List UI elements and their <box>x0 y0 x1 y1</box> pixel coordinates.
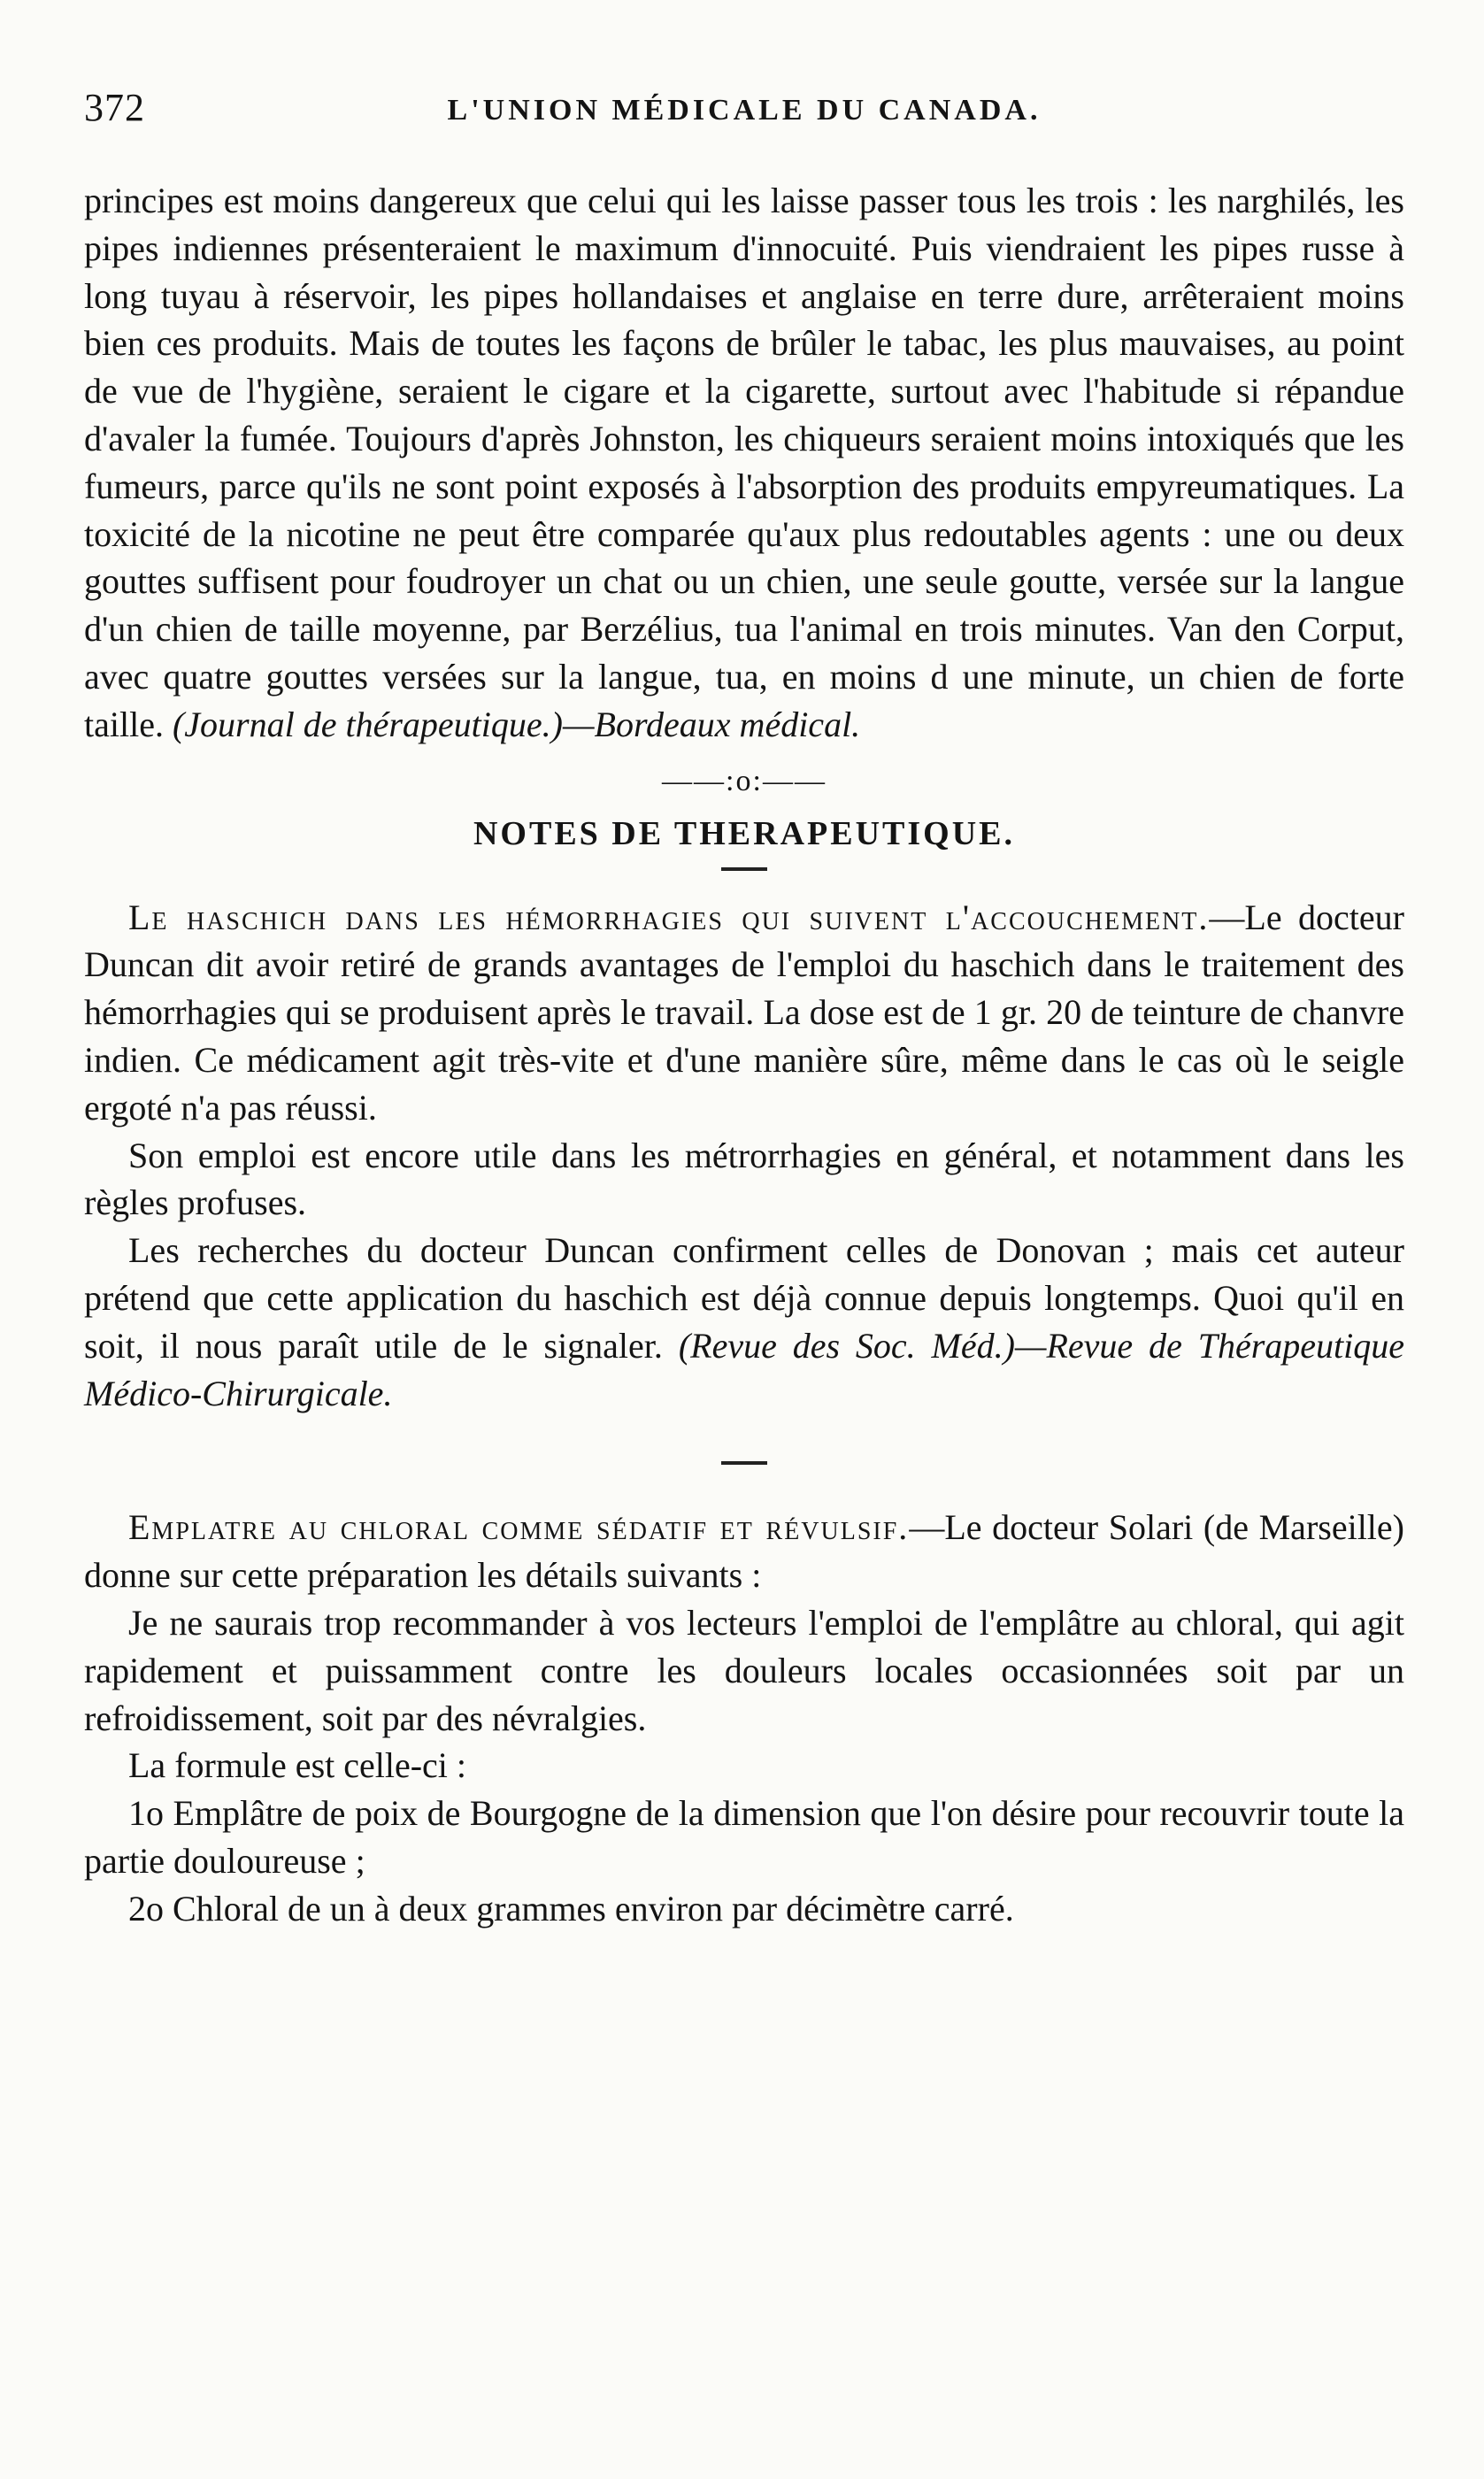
haschich-paragraph-3 <box>84 1227 1404 1417</box>
short-rule-2 <box>721 1461 767 1465</box>
formula-item-1: 1o Emplâtre de poix de Bourgogne de la dimension que l'on désire pour recouvrir toute la partie douloureuse ; <box>84 1793 1404 1881</box>
haschich-paragraph-2: Son emploi est encore utile dans les métrorrhagies en général, et notamment dans les règles profuses. <box>84 1135 1404 1223</box>
running-title: L'UNION MÉDICALE DU CANADA. <box>447 94 1042 127</box>
haschich-text-1: —Le docteur Duncan dit avoir retiré de grands avantages de l'emploi du haschich dans le traitement des hémorrhagies qui se produisent après le travail. La dose est de 1 gr. 20 de teinture de chanvre indien. Ce médicament agit très-vite et d'une manière sûre, même dans le cas où le seigle ergoté n'a pas réussi. <box>84 897 1404 1128</box>
article-continuation-source: (Journal de thérapeutique.)—Bordeaux médical. <box>172 704 861 744</box>
haschich-text-3: Les recherches du docteur Duncan confirment celles de Donovan ; mais cet auteur prétend que cette application du haschich est déjà connue depuis longtemps. Quoi qu'il en soit, il nous paraît utile de le signaler. <box>84 1230 1404 1366</box>
section-separator: ——:o:—— <box>662 764 827 797</box>
haschich-paragraph-1 <box>84 894 1404 1132</box>
section-title: NOTES DE THERAPEUTIQUE. <box>473 814 1016 852</box>
page-header <box>84 85 1404 138</box>
article-continuation <box>84 177 1404 749</box>
haschich-heading: Le haschich dans les hémorrhagies qui suivent l'accouchement. <box>128 897 1210 937</box>
chloral-paragraph-1 <box>84 1504 1404 1599</box>
article-continuation-text: principes est moins dangereux que celui qui les laisse passer tous les trois : les narghilés, les pipes indiennes présenteraient le maximum d'innocuité. Puis viendraient les pipes russe à long tuyau à réservoir, les pipes hollandaises et anglaise en terre dure, arrêteraient moins bien ces produits. Mais de toutes les façons de brûler le tabac, les plus mauvaises, au point de vue de l'hygiène, seraient le cigare et la cigarette, surtout avec l'habitude si répandue d'avaler la fumée. Toujours d'après Johnston, les chiqueurs seraient moins intoxiqués que les fumeurs, parce qu'ils ne sont point exposés à l'absorption des produits empyreumatiques. La toxicité de la nicotine ne peut être comparée qu'aux plus redoutables agents : une ou deux gouttes suffisent pour foudroyer un chat ou un chien, une seule goutte, versée sur la langue d'un chien de taille moyenne, par Berzélius, tua l'animal en trois minutes. Van den Corput, avec quatre gouttes versées sur la langue, tua, en moins d une minute, un chien de forte taille. <box>84 181 1404 744</box>
chloral-text-1: —Le docteur Solari (de Marseille) donne sur cette préparation les détails suivants : <box>84 1507 1404 1596</box>
page-number: 372 <box>84 86 145 129</box>
chloral-paragraph-3: La formule est celle-ci : <box>128 1745 467 1786</box>
haschich-source: (Revue des Soc. Méd.)—Revue de Thérapeutique Médico-Chirurgicale. <box>84 1325 1405 1413</box>
chloral-paragraph-2: Je ne saurais trop recommander à vos lecteurs l'emploi de l'emplâtre au chloral, qui agit rapidement et puissamment contre les douleurs locales occasionnées soit par un refroidissement, soit par des névralgies. <box>84 1602 1404 1738</box>
formula-item-2: 2o Chloral de un à deux grammes environ par décimètre carré. <box>128 1888 1014 1929</box>
chloral-heading: Emplatre au chloral comme sédatif et révulsif. <box>128 1507 910 1548</box>
short-rule <box>721 867 767 871</box>
page-content <box>84 177 1404 1933</box>
